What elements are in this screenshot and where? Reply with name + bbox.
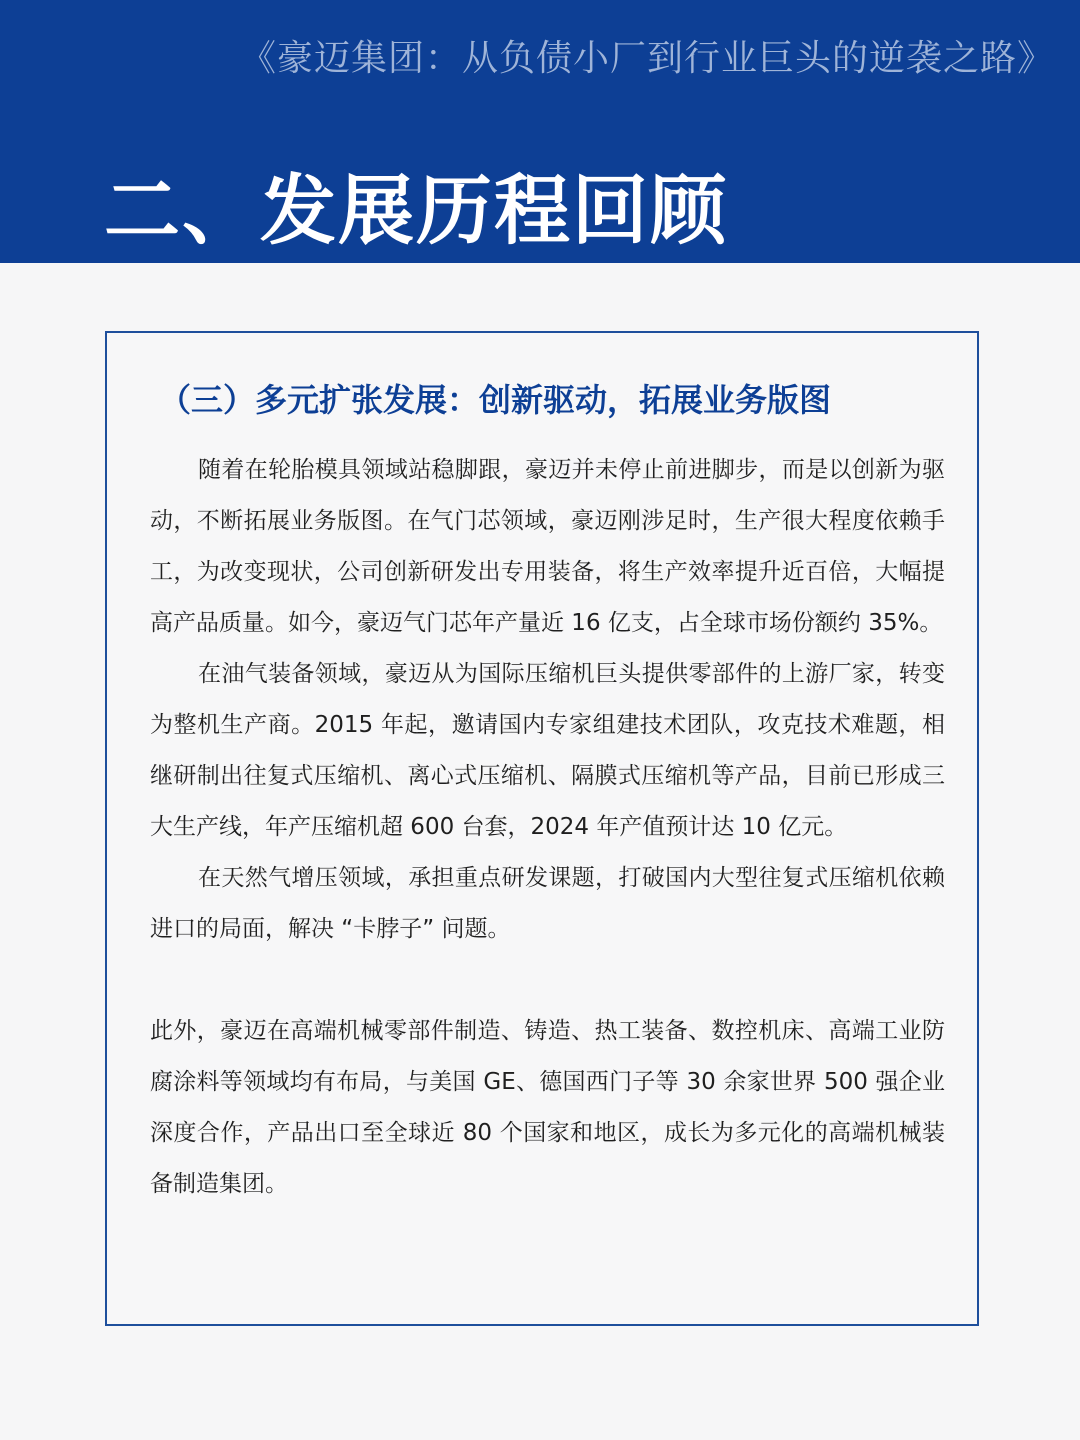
content-card	[105, 331, 979, 1326]
sub-heading: （三）多元扩张发展：创新驱动，拓展业务版图	[159, 381, 832, 419]
section-title: 二、发展历程回顾	[104, 166, 728, 255]
header-banner	[0, 0, 1080, 263]
series-title: 《豪迈集团：从负债小厂到行业巨头的逆袭之路》	[239, 38, 1054, 79]
paragraph-summary: 此外，豪迈在高端机械零部件制造、铸造、热工装备、数控机床、高端工业防腐涂料等领域均有布局，与美国 GE、德国西门子等 30 余家世界 500 强企业深度合作，产品出口至全球近 80 个国家和地区，成长为多元化的高端机械装备制造集团。	[150, 1018, 945, 1197]
paragraph-valve-core: 随着在轮胎模具领域站稳脚跟，豪迈并未停止前进脚步，而是以创新为驱动，不断拓展业务版图。在气门芯领域，豪迈刚涉足时，生产很大程度依赖手工，为改变现状，公司创新研发出专用装备，将生产效率提升近百倍，大幅提高产品质量。如今，豪迈气门芯年产量近 16 亿支，占全球市场份额约 35%。	[150, 457, 945, 636]
paragraph-oil-gas: 在油气装备领域，豪迈从为国际压缩机巨头提供零部件的上游厂家，转变为整机生产商。2015 年起，邀请国内专家组建技术团队，攻克技术难题，相继研制出往复式压缩机、离心式压缩机、隔膜式压缩机等产品，目前已形成三大生产线，年产压缩机超 600 台套，2024 年产值预计达 10 亿元。	[150, 661, 945, 840]
body-text	[150, 445, 945, 1210]
paragraph-natural-gas: 在天然气增压领域，承担重点研发课题，打破国内大型往复式压缩机依赖进口的局面，解决 “卡脖子” 问题。	[150, 865, 945, 942]
